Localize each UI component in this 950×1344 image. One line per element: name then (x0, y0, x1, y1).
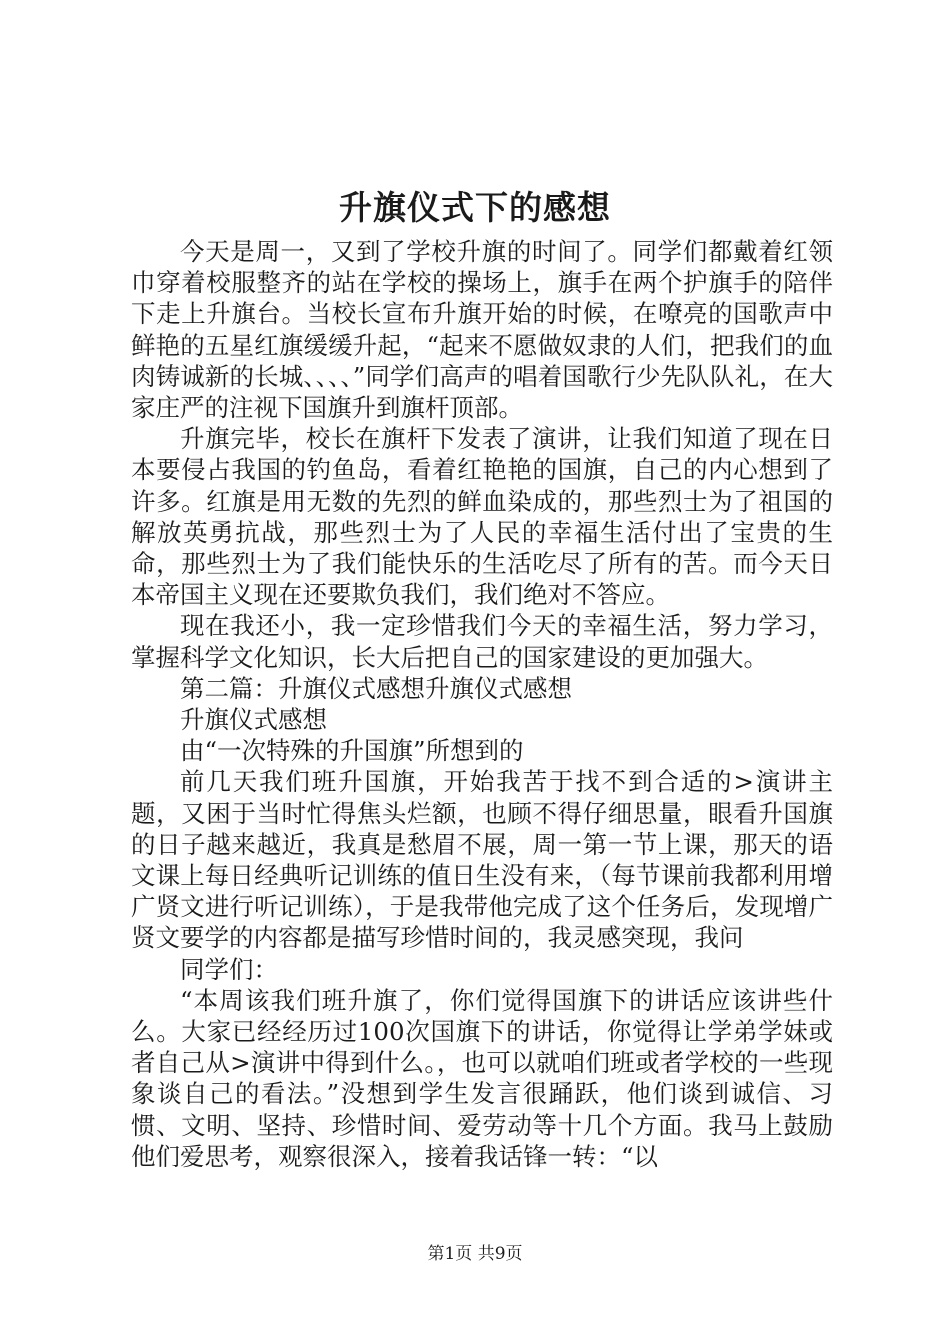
paragraph: 前几天我们班升国旗，开始我苦于找不到合适的>演讲主题，又困于当时忙得焦头烂额，也顾不得仔细思量，眼看升国旗的日子越来越近，我真是愁眉不展，周一第一节上课，那天的语文课上每日经典听记训练的值日生没有来，（每节课前我都利用增广贤文进行听记训练），于是我带他完成了这个任务后，发现增广贤文要学的内容都是描写珍惜时间的，我灵感突现，我问 (131, 767, 833, 953)
document-body (131, 236, 833, 1172)
document-title: 升旗仪式下的感想 (339, 188, 611, 227)
paragraph: 现在我还小，我一定珍惜我们今天的幸福生活，努力学习，掌握科学文化知识，长大后把自己的国家建设的更加强大。 (131, 611, 833, 672)
paragraph: 今天是周一，又到了学校升旗的时间了。同学们都戴着红领巾穿着校服整齐的站在学校的操场上，旗手在两个护旗手的陪伴下走上升旗台。当校长宣布升旗开始的时候，在嘹亮的国歌声中鲜艳的五星红旗缓缓升起，“起来不愿做奴隶的人们，把我们的血肉铸诚新的长城、、、、”同学们高声的唱着国歌行少先队队礼，在大家庄严的注视下国旗升到旗杆顶部。 (131, 237, 833, 423)
page-footer: 第1页 共9页 (427, 1244, 523, 1264)
section-subtitle: 由“一次特殊的升国旗”所想到的 (180, 736, 524, 766)
salutation: 同学们： (180, 954, 278, 984)
section-subheading: 升旗仪式感想 (180, 705, 327, 735)
paragraph: 升旗完毕，校长在旗杆下发表了演讲，让我们知道了现在日本要侵占我国的钓鱼岛，看着红艳艳的国旗，自己的内心想到了许多。红旗是用无数的先烈的鲜血染成的，那些烈士为了祖国的解放英勇抗战，那些烈士为了人民的幸福生活付出了宝贵的生命，那些烈士为了我们能快乐的生活吃尽了所有的苦。而今天日本帝国主义现在还要欺负我们，我们绝对不答应。 (131, 424, 833, 610)
section-heading: 第二篇：升旗仪式感想升旗仪式感想 (180, 673, 572, 703)
paragraph: “本周该我们班升旗了，你们觉得国旗下的讲话应该讲些什么。大家已经经历过100次国旗下的讲话，你觉得让学弟学妹或者自己从>演讲中得到什么。，也可以就咱们班或者学校的一些现象谈自己的看法。”没想到学生发言很踊跃，他们谈到诚信、习惯、文明、坚持、珍惜时间、爱劳动等十几个方面。我马上鼓励他们爱思考，观察很深入，接着我话锋一转：“以 (131, 985, 833, 1171)
